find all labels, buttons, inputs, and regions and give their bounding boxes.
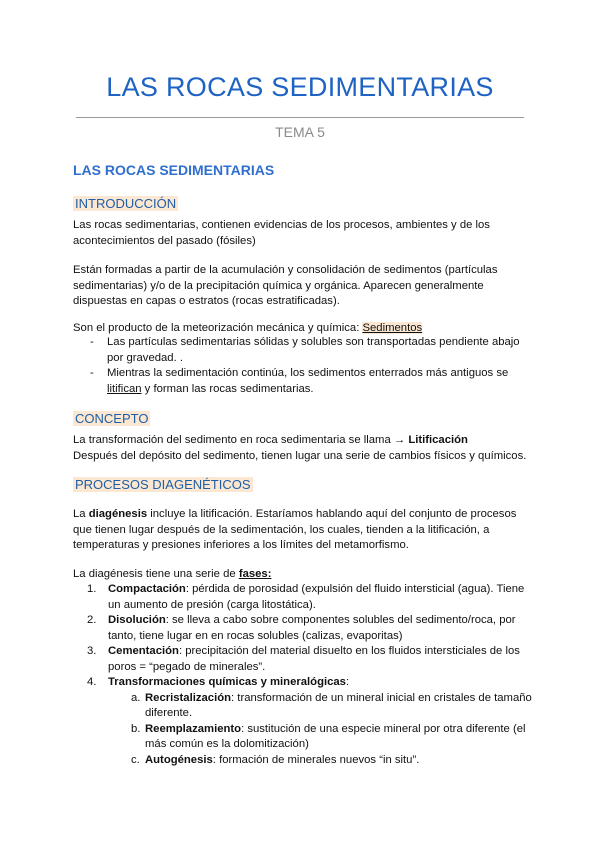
list-item bbox=[90, 335, 530, 366]
sub-list bbox=[108, 691, 532, 769]
bullet-text-pre: Mientras la sedimentación continúa, los sedimentos enterrados más antiguos se bbox=[107, 367, 509, 379]
bullet-marker: - bbox=[90, 336, 94, 348]
item-desc: : formación de minerales nuevos “in situ”. bbox=[212, 753, 420, 766]
heading-concepto bbox=[73, 411, 150, 426]
underlined-litifican: litifican bbox=[107, 382, 142, 395]
item-term: Recristalización bbox=[145, 691, 232, 704]
fases-list bbox=[87, 582, 532, 768]
intro-paragraph-2: Están formadas a partir de la acumulación y consolidación de sedimentos (partículas sedimentarias) y/o de la precipitación química y orgánica. Aparecen generalmente dispuestas en capas o estratos (rocas estratificadas). bbox=[73, 264, 498, 307]
item-desc: : precipitación del material disuelto en los fluidos intersticiales de los poros = “pegado de minerales”. bbox=[108, 645, 520, 673]
heading-introduccion bbox=[73, 196, 178, 211]
concepto-text-2: Después del depósito del sedimento, tienen lugar una serie de cambios físicos y químicos. bbox=[73, 449, 527, 462]
list-item bbox=[87, 644, 532, 675]
item-letter: c. bbox=[131, 753, 140, 766]
procesos-text-post: incluye la litificación. Estaríamos hablando aquí del conjunto de procesos que tienen lugar después de la sedimentación, los cuales, tienden a la litificación, a temperaturas y presiones inferiores a los límites del metamorfismo. bbox=[73, 508, 517, 551]
list-item bbox=[90, 366, 530, 397]
list-item bbox=[131, 722, 532, 753]
item-term: Transformaciones químicas y mineralógicas bbox=[108, 676, 346, 688]
section-title: LAS ROCAS SEDIMENTARIAS bbox=[73, 162, 275, 178]
item-term: Disolución bbox=[108, 614, 166, 626]
list-item bbox=[87, 613, 532, 644]
document-title: LAS ROCAS SEDIMENTARIAS bbox=[106, 72, 494, 102]
item-number: 1. bbox=[87, 583, 97, 595]
item-letter: b. bbox=[131, 722, 141, 735]
procesos-text-pre: La bbox=[73, 508, 89, 520]
item-desc: : sustitución de una especie mineral por otra diferente (el más común es la dolomitización) bbox=[145, 722, 526, 750]
item-desc: : transformación de un mineral inicial en cristales de tamaño diferente. bbox=[145, 691, 532, 719]
item-term: Reemplazamiento bbox=[145, 722, 242, 735]
heading-procesos-text: PROCESOS DIAGENÉTICOS bbox=[75, 477, 251, 492]
item-desc: : se lleva a cabo sobre componentes solubles del sedimento/roca, por tanto, tiene lugar en en rocas solubles (calizas, evaporitas) bbox=[108, 614, 516, 642]
heading-introduccion-text: INTRODUCCIÓN bbox=[75, 196, 177, 211]
item-number: 3. bbox=[87, 645, 97, 657]
heading-procesos bbox=[73, 477, 253, 492]
procesos-paragraph-2 bbox=[73, 567, 533, 583]
bullet-text: Las partículas sedimentarias sólidas y solubles son transportadas pendiente abajo por gravedad. . bbox=[107, 336, 520, 364]
item-number: 2. bbox=[87, 614, 97, 626]
item-desc: : bbox=[345, 676, 350, 688]
list-item bbox=[87, 675, 532, 768]
highlight-sedimentos: Sedimentos bbox=[362, 322, 423, 334]
item-term: Compactación bbox=[108, 583, 186, 595]
bullet-text-post: y forman las rocas sedimentarias. bbox=[141, 382, 314, 395]
term-litificacion: Litificación bbox=[408, 434, 468, 446]
heading-concepto-text: CONCEPTO bbox=[75, 411, 149, 426]
item-desc: : pérdida de porosidad (expulsión del fluido intersticial (agua). Tiene un aumento de presión (carga litostática). bbox=[108, 583, 525, 611]
list-item bbox=[131, 691, 532, 722]
intro-paragraph-1: Las rocas sedimentarias, contienen evidencias de los procesos, ambientes y de los acontecimientos del pasado (fósiles) bbox=[73, 219, 490, 247]
intro-bullet-list bbox=[90, 335, 530, 397]
fases-intro: La diagénesis tiene una serie de bbox=[73, 568, 239, 580]
concepto-text-pre: La transformación del sedimento en roca sedimentaria se llama → bbox=[73, 434, 409, 446]
list-item bbox=[87, 582, 532, 613]
term-diagenesis: diagénesis bbox=[88, 508, 148, 520]
title-divider bbox=[76, 117, 524, 118]
procesos-paragraph-1 bbox=[73, 507, 533, 554]
term-fases: fases: bbox=[238, 568, 272, 580]
item-number: 4. bbox=[87, 676, 97, 688]
item-term: Autogénesis bbox=[145, 753, 213, 766]
intro-paragraph-3-text: Son el producto de la meteorización mecánica y química: bbox=[73, 322, 363, 334]
item-letter: a. bbox=[131, 691, 141, 704]
list-item bbox=[131, 753, 532, 769]
document-subtitle: TEMA 5 bbox=[275, 124, 325, 140]
concepto-paragraph bbox=[73, 433, 543, 464]
bullet-marker: - bbox=[90, 367, 94, 379]
item-term: Cementación bbox=[108, 645, 179, 657]
